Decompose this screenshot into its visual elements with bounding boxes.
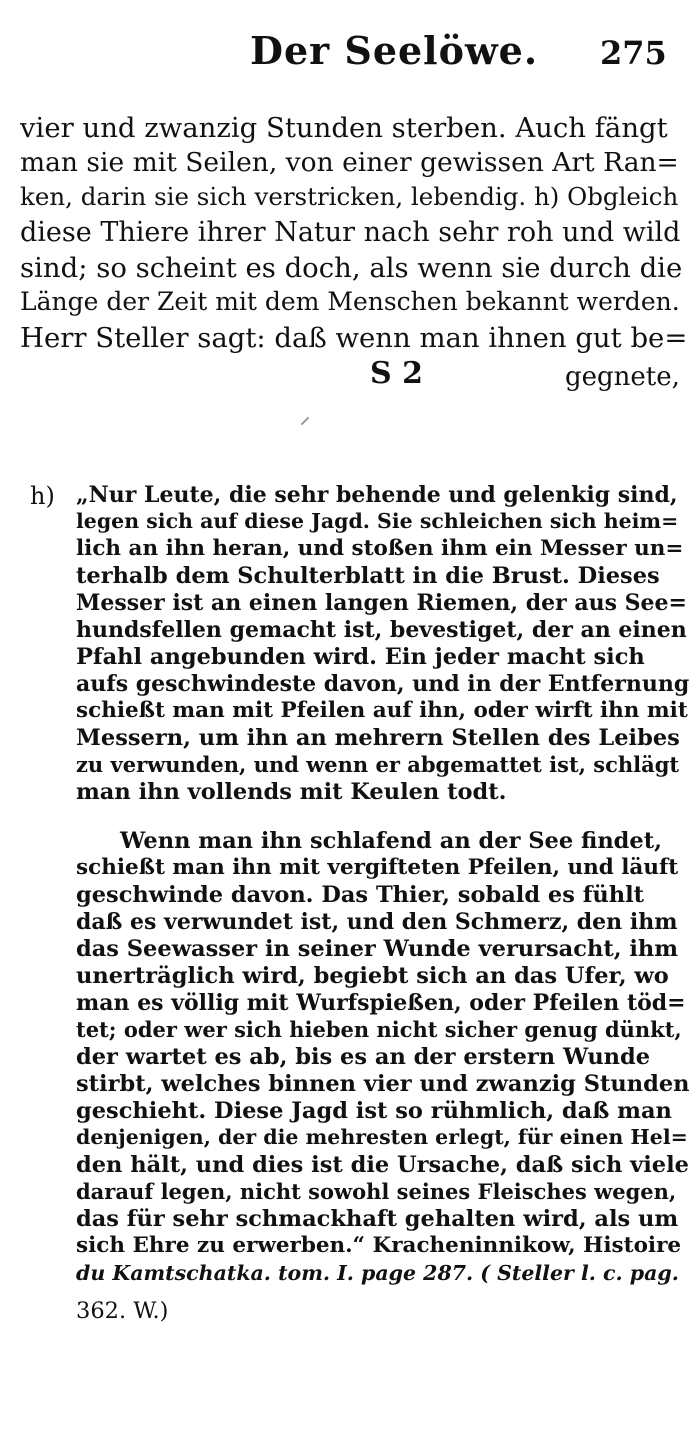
running-title: Der Seelöwe. bbox=[250, 28, 539, 73]
footnote-para2-line: geschwinde davon. Das Thier, sobald es fühlt bbox=[76, 882, 645, 908]
footnote-line: man ihn vollends mit Keulen todt. bbox=[76, 779, 507, 805]
footnote-para2-line: Wenn man ihn schlafend an der See findet, bbox=[120, 828, 662, 854]
footnote-para2-line: sich Ehre zu erwerben.“ Kracheninnikow, Histoire bbox=[76, 1233, 682, 1258]
citation-line: du Kamtschatka. tom. I. page 287. ( Steller l. c. pag. bbox=[76, 1261, 679, 1285]
footnote-line: lich an ihn heran, und stoßen ihm ein Messer un= bbox=[76, 536, 684, 561]
footnote-line: „Nur Leute, die sehr behende und gelenkig sind, bbox=[76, 482, 678, 508]
body-line: vier und zwanzig Stunden sterben. Auch fängt bbox=[20, 112, 668, 144]
footnote-para2-line: den hält, und dies ist die Ursache, daß sich viele bbox=[76, 1152, 689, 1178]
signature-mark: S 2 bbox=[370, 356, 423, 391]
footnote-line: Pfahl angebunden wird. Ein jeder macht sich bbox=[76, 644, 645, 670]
paper-speck bbox=[301, 417, 309, 425]
footnote-line: zu verwunden, und wenn er abgemattet ist, schlägt bbox=[76, 752, 680, 777]
body-line: man sie mit Seilen, von einer gewissen Art Ran= bbox=[20, 147, 679, 178]
footnote-line: hundsfellen gemacht ist, bevestiget, der an einen bbox=[76, 617, 687, 643]
footnote-para2-line: darauf legen, nicht sowohl seines Fleisches wegen, bbox=[76, 1179, 677, 1204]
footnote-para2-line: tet; oder wer sich hieben nicht sicher genug dünkt, bbox=[76, 1017, 682, 1042]
footnote-para2-line: denjenigen, der die mehresten erlegt, für einen Hel= bbox=[76, 1125, 688, 1149]
footnote-para2-line: man es völlig mit Wurfspießen, oder Pfeilen töd= bbox=[76, 990, 686, 1016]
body-line: Länge der Zeit mit dem Menschen bekannt werden. bbox=[20, 287, 680, 316]
catchword: gegnete, bbox=[565, 362, 680, 392]
page-number: 275 bbox=[600, 34, 667, 72]
footnote-para2-line: unerträglich wird, begiebt sich an das Ufer, wo bbox=[76, 963, 669, 989]
body-line: diese Thiere ihrer Natur nach sehr roh und wild bbox=[20, 217, 681, 248]
footnote-para2-line: geschieht. Diese Jagd ist so rühmlich, daß man bbox=[76, 1098, 672, 1124]
footnote-para2-line: daß es verwundet ist, und den Schmerz, den ihm bbox=[76, 909, 678, 935]
body-line: sind; so scheint es doch, als wenn sie durch die bbox=[20, 252, 683, 284]
footnote-line: Messern, um ihn an mehrern Stellen des Leibes bbox=[76, 725, 680, 751]
footnote-line: legen sich auf diese Jagd. Sie schleichen sich heim= bbox=[76, 509, 679, 533]
footnote-para2-line: das Seewasser in seiner Wunde verursacht, ihm bbox=[76, 936, 679, 962]
footnote-line: Messer ist an einen langen Riemen, der aus See= bbox=[76, 590, 687, 616]
footnote-para2-line: stirbt, welches binnen vier und zwanzig Stunden bbox=[76, 1071, 690, 1097]
body-line: Herr Steller sagt: daß wenn man ihnen gut be= bbox=[20, 322, 688, 354]
footnote-para2-line: schießt man ihn mit vergifteten Pfeilen, und läuft bbox=[76, 855, 679, 880]
citation-line: 362. W.) bbox=[76, 1298, 169, 1324]
footnote-line: terhalb dem Schulterblatt in die Brust. Dieses bbox=[76, 563, 660, 589]
footnote-para2-line: das für sehr schmackhaft gehalten wird, als um bbox=[76, 1206, 679, 1232]
footnote-line: aufs geschwindeste davon, und in der Entfernung bbox=[76, 671, 690, 697]
body-line: ken, darin sie sich verstricken, lebendig. h) Obgleich bbox=[20, 182, 679, 211]
footnote-marker: h) bbox=[30, 482, 55, 510]
footnote-line: schießt man mit Pfeilen auf ihn, oder wirft ihn mit bbox=[76, 698, 688, 723]
footnote-para2-line: der wartet es ab, bis es an der erstern Wunde bbox=[76, 1044, 651, 1070]
